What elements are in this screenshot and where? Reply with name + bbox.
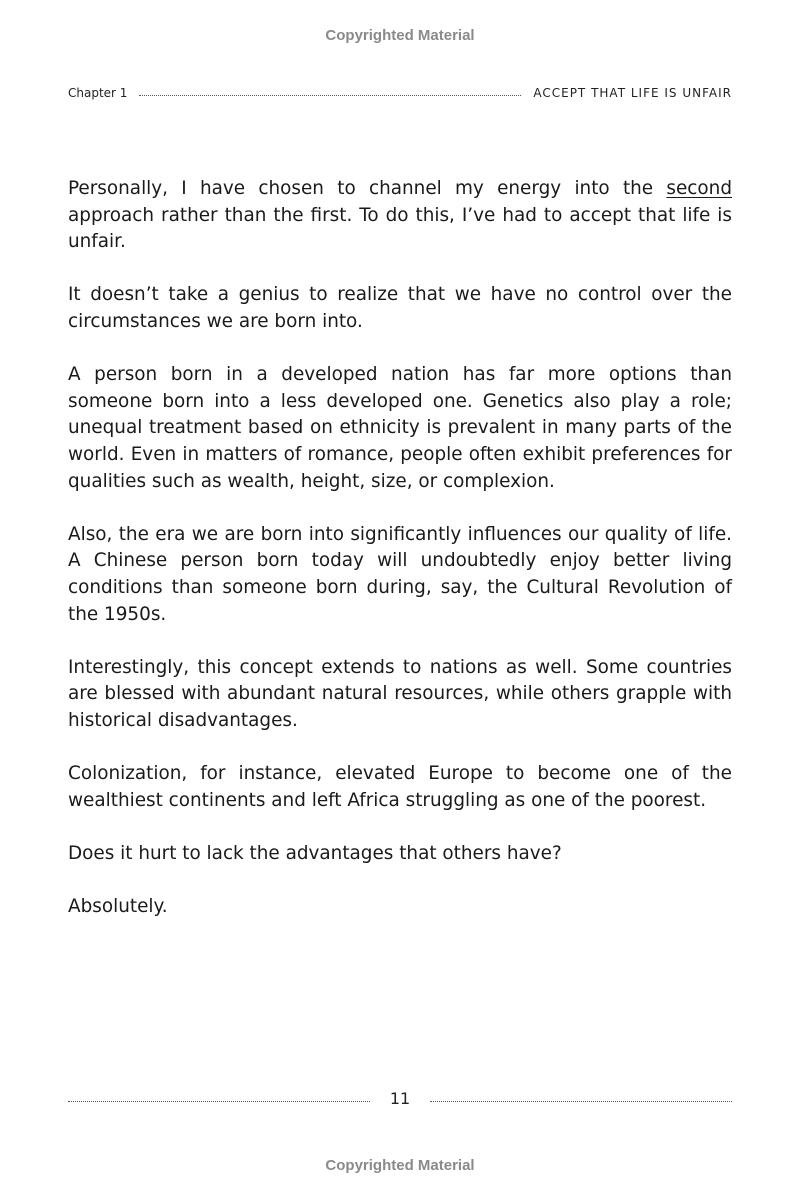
paragraph-8: Absolutely. [68,896,168,918]
copyright-notice-bottom: Copyrighted Material [325,1157,475,1174]
paragraph-5: Interestingly, this concept extends to nations as well. Some countries are blessed with abundant natural resources, while others grapple with historical disadvantages. [68,656,732,731]
running-header [68,86,732,100]
paragraph-2: It doesn’t take a genius to realize that we have no control over the circumstances we are born into. [68,284,732,332]
paragraph-4: Also, the era we are born into significantly influences our quality of life. A Chinese person born today will undoubtedly enjoy better living conditions than someone born during, say, the Cultural Revolution of the 1950s. [68,523,732,625]
page-number: 11 [389,1089,411,1108]
footer-dotted-leader-left [68,1101,370,1102]
paragraph-7: Does it hurt to lack the advantages that others have? [68,842,562,864]
body-text [68,176,732,947]
chapter-label: Chapter 1 [68,86,128,100]
copyright-notice-top: Copyrighted Material [325,27,475,44]
section-title: ACCEPT THAT LIFE IS UNFAIR [533,86,732,100]
paragraph-3: A person born in a developed nation has far more options than someone born into a less developed one. Genetics also play a role; unequal treatment based on ethnicity is prevalent in many parts of the world. Even in matters of romance, people often exhibit preferences for qualities such as wealth, height, size, or complexion. [68,364,732,492]
header-dotted-leader [139,95,521,96]
paragraph-1-end: approach rather than the first. To do this, I’ve had to accept that life is unfair. [68,204,732,253]
underlined-word: second [666,178,732,199]
page-footer [68,1089,732,1108]
footer-dotted-leader-right [430,1101,732,1102]
paragraph-6: Colonization, for instance, elevated Europe to become one of the wealthiest continents and left Africa struggling as one of the poorest. [68,763,732,811]
paragraph-1 [68,176,732,256]
paragraph-1-start: Personally, I have chosen to channel my energy into the [68,178,667,199]
